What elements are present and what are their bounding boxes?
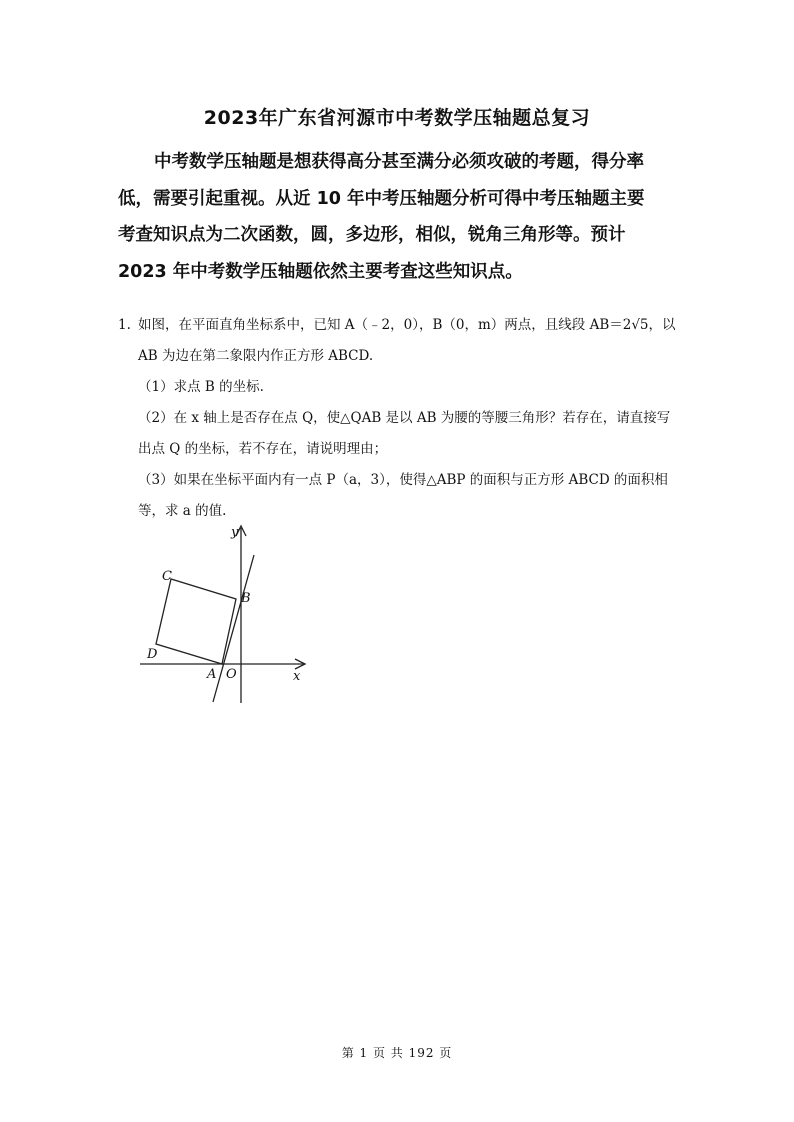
label-a: A	[207, 667, 217, 682]
question-stem-text: 如图，在平面直角坐标系中，已知 A（﹣2，0），B（0，m）两点，且线段 AB＝2√5，以	[138, 317, 676, 333]
question-part-2: （2）在 x 轴上是否存在点 Q，使△QAB 是以 AB 为腰的等腰三角形？若存在，请直接写	[138, 410, 671, 426]
question-1	[118, 310, 678, 527]
label-y: y	[231, 525, 239, 540]
square-abcd	[156, 579, 236, 664]
label-o: O	[226, 667, 237, 682]
question-part-1: （1）求点 B 的坐标.	[138, 379, 264, 395]
label-d: D	[147, 647, 158, 662]
intro-line: 中考数学压轴题是想获得高分甚至满分必须攻破的考题，得分率	[154, 152, 644, 172]
coordinate-diagram	[135, 520, 315, 710]
intro-line: 2023 年中考数学压轴题依然主要考查这些知识点。	[118, 261, 523, 282]
question-part-2-cont: 出点 Q 的坐标，若不存在，请说明理由；	[138, 441, 388, 457]
label-b: B	[241, 591, 251, 606]
label-x: x	[293, 669, 301, 684]
question-stem-line: AB 为边在第二象限内作正方形 ABCD.	[138, 348, 374, 364]
label-c: C	[162, 569, 172, 584]
page-footer: 第 1 页 共 192 页	[341, 1046, 453, 1060]
intro-line: 低，需要引起重视。从近 10 年中考压轴题分析可得中考压轴题主要	[118, 188, 645, 209]
question-part-3: （3）如果在坐标平面内有一点 P（a，3），使得△ABP 的面积与正方形 ABCD 的面积相	[138, 472, 668, 488]
geometry-figure	[135, 520, 315, 710]
intro-paragraph	[118, 144, 678, 290]
question-number: 1.	[118, 317, 131, 333]
question-stem-line	[118, 310, 678, 341]
question-part-3-cont: 等，求 a 的值.	[138, 503, 227, 519]
document-title: 2023年广东省河源市中考数学压轴题总复习	[203, 107, 591, 129]
intro-line: 考查知识点为二次函数，圆，多边形，相似，锐角三角形等。预计	[118, 225, 626, 245]
